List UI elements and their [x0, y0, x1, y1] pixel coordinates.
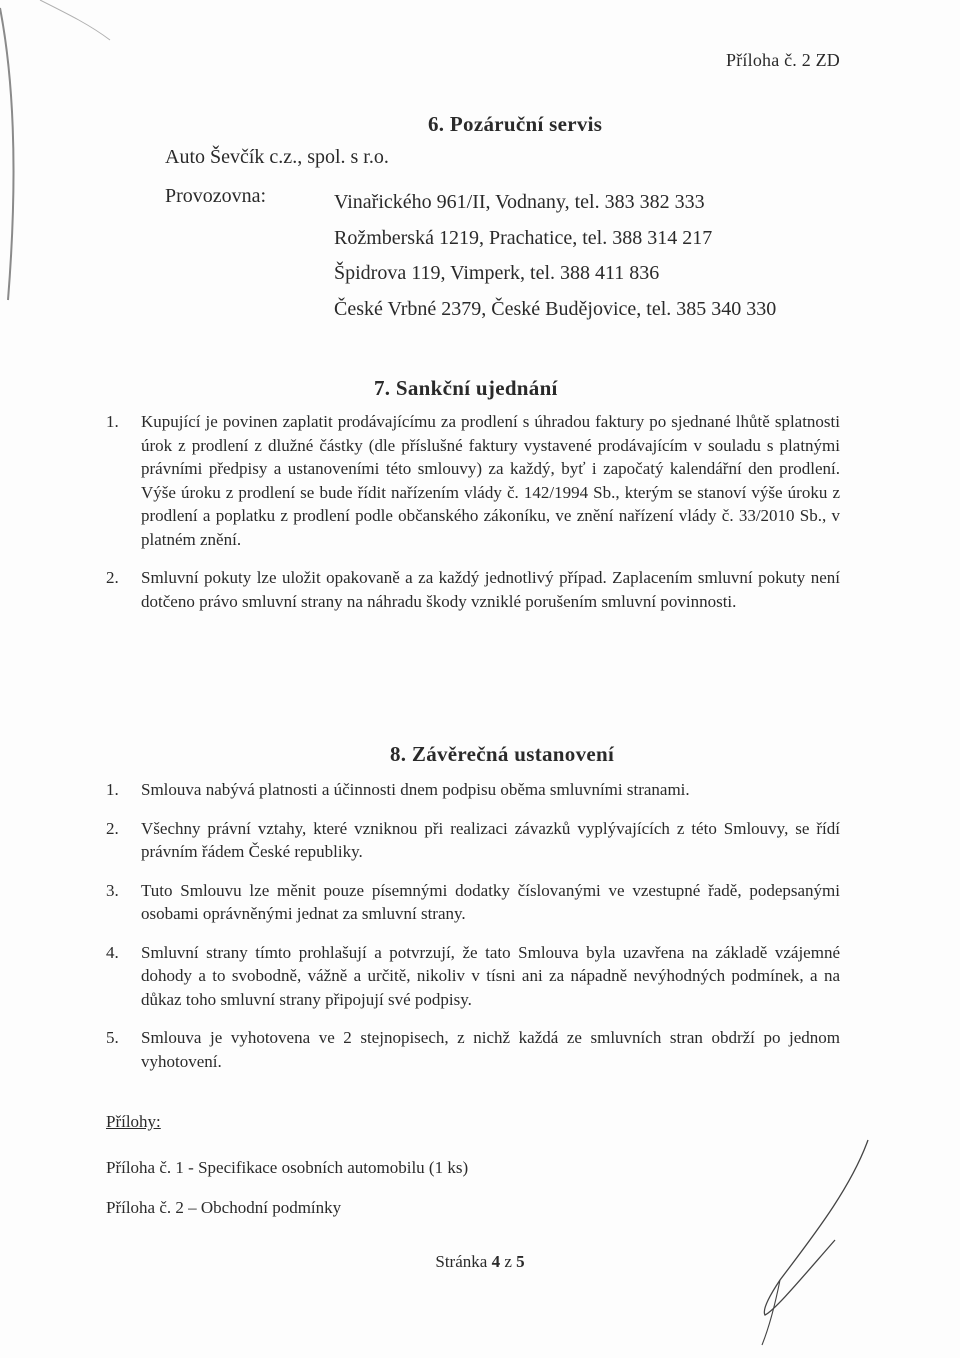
list-item	[106, 1026, 840, 1073]
branch-label: Provozovna:	[165, 185, 267, 207]
list-item	[106, 778, 840, 802]
company-name: Auto Ševčík c.z., spol. s r.o.	[165, 146, 389, 168]
item-text: Smlouva je vyhotovena ve 2 stejnopisech, z nichž každá ze smluvních stran obdrží po jednom vyhotovení.	[141, 1028, 840, 1071]
attachment-item: Příloha č. 2 – Obchodní podmínky	[106, 1198, 342, 1217]
item-number: 5.	[106, 1028, 119, 1047]
footer-total-pages: 5	[516, 1252, 525, 1271]
item-number: 4.	[106, 942, 119, 962]
page-footer	[0, 1252, 960, 1272]
section-6-heading: 6. Pozáruční servis	[428, 112, 603, 136]
section-8-heading: 8. Závěrečná ustanovení	[390, 742, 615, 766]
item-number: 2.	[106, 568, 119, 587]
list-item	[106, 566, 840, 613]
branch-list	[334, 185, 776, 327]
item-number: 2.	[106, 818, 119, 838]
item-number: 1.	[106, 412, 119, 431]
list-item	[106, 410, 840, 551]
list-item	[106, 817, 840, 864]
section-8-list	[106, 778, 840, 1073]
item-text: Všechny právní vztahy, které vzniknou při realizaci závazků vyplývajících z této Smlouvy, se řídí právním řádem České republiky.	[141, 818, 840, 861]
footer-prefix: Stránka	[435, 1252, 488, 1271]
signature-mark	[740, 1130, 890, 1350]
attachments-title: Přílohy:	[106, 1112, 161, 1131]
attachment-item: Příloha č. 1 - Specifikace osobních automobilu (1 ks)	[106, 1158, 469, 1177]
branch-line: Rožmberská 1219, Prachatice, tel. 388 314 217	[334, 226, 713, 249]
scan-margin-mark	[0, 0, 120, 320]
footer-middle: z	[504, 1252, 512, 1271]
branch-line: České Vrbné 2379, České Budějovice, tel. 385 340 330	[334, 297, 777, 320]
section-7-heading: 7. Sankční ujednání	[374, 376, 558, 400]
branch-line: Vinařického 961/II, Vodnany, tel. 383 382 333	[334, 191, 705, 213]
branch-line: Špidrova 119, Vimperk, tel. 388 411 836	[334, 262, 660, 284]
annex-label: Příloha č. 2 ZD	[726, 50, 840, 70]
list-item	[106, 941, 840, 1012]
item-number: 1.	[106, 780, 119, 799]
item-text: Kupující je povinen zaplatit prodávajícímu za prodlení s úhradou faktury po sjednané lhůtě splatnosti úrok z prodlení z dlužné částky (dle příslušné faktury vystavené prodávajícím v souladu s platnými právními předpisy a ustanoveními této smlouvy) za každý, byť i započatý kalendářní den prodlení. Výše úroku z prodlení se bude řídit nařízením vlády č. 142/1994 Sb., kterým se stanoví výše úroku z prodlení a poplatku z prodlení podle občanského zákoníku, ve znění nařízení vlády č. 33/2010 Sb., v platném znění.	[141, 412, 840, 549]
item-text: Smluvní strany tímto prohlašují a potvrzují, že tato Smlouva byla uzavřena na základě vzájemné dohody a to svobodně, vážně a určitě, nikoliv v tísni ani za nápadně nevýhodných podmínek, a na důkaz toho smluvní strany připojují své podpisy.	[141, 942, 840, 1009]
item-text: Tuto Smlouvu lze měnit pouze písemnými dodatky číslovanými ve vzestupné řadě, podepsanými osobami oprávněnými jednat za smluvní strany.	[141, 880, 840, 923]
section-7-list	[106, 410, 840, 613]
list-item	[106, 879, 840, 926]
item-text: Smluvní pokuty lze uložit opakovaně a za každý jednotlivý případ. Zaplacením smluvní pokuty není dotčeno právo smluvní strany na náhradu škody vzniklé porušením smluvní povinnosti.	[141, 568, 840, 611]
item-number: 3.	[106, 880, 119, 900]
item-text: Smlouva nabývá platnosti a účinnosti dnem podpisu oběma smluvními stranami.	[141, 780, 690, 799]
footer-current-page: 4	[491, 1252, 501, 1271]
